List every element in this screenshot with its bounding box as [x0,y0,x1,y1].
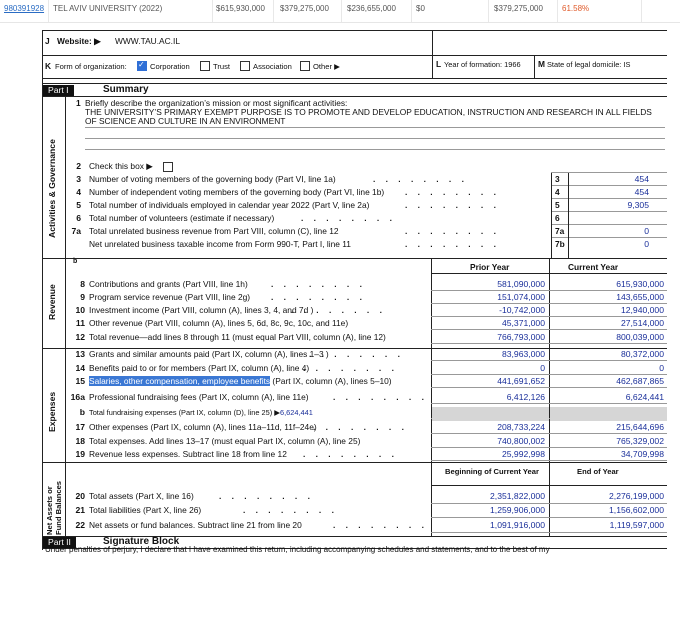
end-of-year-value: 2,276,199,000 [609,491,664,501]
org-form-letter: K [45,61,52,71]
current-year-value: 80,372,000 [620,349,664,359]
association-checkbox[interactable] [240,61,250,71]
divider [411,0,412,22]
value-cell: $379,275,000 [494,4,543,13]
percent-cell: 61.58% [562,4,590,13]
trust-checkbox[interactable] [200,61,210,71]
line-description: Number of voting members of the governing body (Part VI, line 1a) [89,174,336,184]
mission-text-line-1: THE UNIVERSITY’S PRIMARY EXEMPT PURPOSE IS TO PROMOTE AND DEVELOP EDUCATION, INSTRUCTION AND RESEARCH IN ALL FIELDS [85,107,652,117]
trust-label: Trust [213,62,231,71]
current-year-value: 34,709,998 [620,449,664,459]
current-year-value: 27,514,000 [620,318,664,328]
line-number: 6 [76,213,81,223]
line-number: 14 [75,363,85,373]
end-of-year-value: 1,119,597,000 [609,520,664,530]
leader-dots: . . . . . . . . [271,292,366,302]
other-label: Other ▶ [313,62,340,71]
year-of-formation: Year of formation: 1966 [444,60,521,69]
current-year-value: 143,655,000 [616,292,664,302]
perjury-statement: Under penalties of perjury, I declare that I have examined this return, including accompanying schedules and statements, and to the best of my [45,545,550,554]
current-year-value: 800,039,000 [616,332,664,342]
prior-year-value: 83,963,000 [501,349,545,359]
mission-line-number: 1 [76,98,81,108]
line-number: 5 [76,200,81,210]
section-fund-balances: Fund Balances [54,480,63,535]
current-year-header: Current Year [568,262,619,272]
line-value: 454 [634,174,649,184]
prior-year-value: 25,992,998 [501,449,545,459]
leader-dots: . . . . . . . . [405,239,500,249]
prior-year-value: -10,742,000 [499,305,545,315]
line-number: b [79,407,85,417]
line-number: 3 [76,174,81,184]
highlighted-text[interactable]: Salaries, other compensation, employee benefits [89,376,271,386]
line-number: 7a [71,226,81,236]
divider [212,0,213,22]
leader-dots: . . . . . . . . [405,187,500,197]
prior-year-value: 0 [540,363,545,373]
prior-year-value: 45,371,000 [501,318,545,328]
line-description: Investment income (Part VIII, column (A), lines 3, 4, and 7d ) [89,305,314,315]
line-number: 8 [80,279,85,289]
beginning-year-header: Beginning of Current Year [445,467,539,476]
prior-year-value: 581,090,000 [497,279,545,289]
value-cell: $236,655,000 [347,4,396,13]
prior-year-value: 766,793,000 [497,332,545,342]
org-form-label: Form of organization: [55,62,127,71]
mission-prompt: Briefly describe the organization’s mission or most significant activities: [85,98,348,108]
line-description: Number of independent voting members of the governing body (Part VI, line 1b) [89,187,385,197]
line-number: 11 [75,318,85,328]
current-year-value: 0 [659,363,664,373]
line-number: 15 [75,376,85,386]
beginning-year-value: 1,259,906,000 [490,505,545,515]
summary-row [0,0,680,23]
leader-dots: . . . . . . . . [333,520,428,530]
form-990-page [42,30,667,554]
line-value: 0 [644,239,649,249]
prior-year-value: 441,691,652 [497,376,545,386]
part-1-label: Part I [43,85,74,96]
website-value: WWW.TAU.AC.IL [115,36,180,46]
line-number: 20 [75,491,85,501]
current-year-value: 615,930,000 [616,279,664,289]
prior-year-value: 740,800,002 [497,436,545,446]
line-description: Program service revenue (Part VIII, line 2g) [89,292,251,302]
prior-year-value: 6,412,126 [506,392,545,402]
value-cell: $379,275,000 [280,4,329,13]
corporation-label: Corporation [150,62,190,71]
value-cell: $0 [416,4,425,13]
leader-dots: . . . . . . . . [243,505,338,515]
ein-link[interactable]: 980391928 [4,4,45,13]
value-cell: $615,930,000 [216,4,265,13]
line-description: Professional fundraising fees (Part IX, column (A), line 11e) [89,392,309,402]
line-box-number: 6 [555,213,560,223]
section-net-assets: Net Assets or [45,486,54,535]
line-value: 0 [644,226,649,236]
divider [488,0,489,22]
line-number: 22 [75,520,85,530]
year-letter: L [436,59,442,69]
mission-text-line-2: OF SCIENCE AND CULTURE IN AN ENVIRONMENT [85,116,286,126]
part-1-title: Summary [103,84,149,95]
line-description: Total number of individuals employed in calendar year 2022 (Part V, line 2a) [89,200,370,210]
line-box-number: 3 [555,174,560,184]
divider [48,0,49,22]
line-number: 21 [75,505,85,515]
section-activities-governance: Activities & Governance [47,139,57,238]
line-description: Other revenue (Part VIII, column (A), lines 5, 6d, 8c, 9c, 10c, and 11e) [89,318,349,328]
line-number: 9 [80,292,85,302]
website-label: Website: ▶ [57,36,101,46]
line-description: Revenue less expenses. Subtract line 18 from line 12 [89,449,287,459]
line-number: 12 [75,332,85,342]
part-2-label: Part II [43,537,76,548]
col-b-marker: b [73,258,78,265]
line-number: 16a [70,392,85,402]
line-description: Total revenue—add lines 8 through 11 (must equal Part VIII, column (A), line 12) [89,332,386,342]
leader-dots: . . . . . . . . [219,491,314,501]
leader-dots: . . . . . . . . [373,174,468,184]
line-description [89,376,392,387]
prior-year-value: 151,074,000 [497,292,545,302]
state-of-domicile: State of legal domicile: IS [547,60,631,69]
state-letter: M [538,59,545,69]
line-number: 2 [76,161,81,171]
line-description: Other expenses (Part IX, column (A), lines 11a–11d, 11f–24e) [89,422,317,432]
line-description: Net unrelated business taxable income from Form 990-T, Part I, line 11 [89,239,351,249]
line-description: Grants and similar amounts paid (Part IX, column (A), lines 1–3 ) [89,349,329,359]
association-label: Association [253,62,292,71]
org-name: TEL AVIV UNIVERSITY (2022) [53,4,163,13]
leader-dots: . . . . . . . . [303,363,398,373]
line-description: Total expenses. Add lines 13–17 (must equal Part IX, column (A), line 25) [89,436,361,446]
line-box-number: 7b [555,239,565,249]
prior-year-value: 208,733,224 [497,422,545,432]
leader-dots: . . . . . . . . [309,349,404,359]
line-description: Net assets or fund balances. Subtract line 21 from line 20 [89,520,302,530]
line-description: Total number of volunteers (estimate if necessary) [89,213,275,223]
line-description: Total unrelated business revenue from Part VIII, column (C), line 12 [89,226,339,236]
line-description: Total liabilities (Part X, line 26) [89,505,202,515]
current-year-value: 6,624,441 [625,392,664,402]
line-description [89,407,313,418]
fundraising-total-link[interactable]: 6,624,441 [279,408,313,417]
leader-dots: . . . . . . . . [271,279,366,289]
leader-dots: . . . . . . . . [333,392,428,402]
current-year-value: 765,329,002 [616,436,664,446]
line-number: 18 [75,436,85,446]
line-description: Benefits paid to or for members (Part IX, column (A), line 4) [89,363,310,373]
divider [641,0,642,22]
leader-dots: . . . . . . . . [291,305,386,315]
corporation-checkbox[interactable] [137,61,147,71]
current-year-value: 12,940,000 [620,305,664,315]
end-of-year-value: 1,156,602,000 [609,505,664,515]
section-revenue: Revenue [47,284,57,320]
beginning-year-value: 2,351,822,000 [490,491,545,501]
leader-dots: . . . . . . . . [313,422,408,432]
line-box-number: 7a [555,226,565,236]
perjury-text-clip [43,545,667,554]
part-2-title: Signature Block [103,536,180,547]
beginning-year-value: 1,091,916,000 [490,520,545,530]
leader-dots: . . . . . . . . [405,200,500,210]
line-number: 17 [75,422,85,432]
divider [341,0,342,22]
line-box-number: 5 [555,200,560,210]
prior-year-header: Prior Year [470,262,510,272]
line-description: Check this box ▶ [89,161,153,171]
current-year-value: 462,687,865 [616,376,664,386]
current-year-value: 215,644,696 [616,422,664,432]
line-description: Total assets (Part X, line 16) [89,491,194,501]
divider [557,0,558,22]
line-number: 13 [75,349,85,359]
line-number: 4 [76,187,81,197]
line-number: 10 [75,305,85,315]
line-value: 454 [634,187,649,197]
divider [273,0,274,22]
line-box-number: 4 [555,187,560,197]
other-checkbox[interactable] [300,61,310,71]
line-description-rest: (Part IX, column (A), lines 5–10) [270,376,392,386]
line-2-checkbox[interactable] [163,162,173,172]
leader-dots: . . . . . . . . [303,449,398,459]
line-number: 19 [75,449,85,459]
line-description: Contributions and grants (Part VIII, line 1h) [89,279,248,289]
leader-dots: . . . . . . . . [405,226,500,236]
leader-dots: . . . . . . . . [301,213,396,223]
end-of-year-header: End of Year [577,467,619,476]
website-letter: J [45,36,50,46]
line-value: 9,305 [627,200,649,210]
line-description-text: Total fundraising expenses (Part IX, column (D), line 25) ▶ [89,408,280,417]
section-expenses: Expenses [47,391,57,432]
